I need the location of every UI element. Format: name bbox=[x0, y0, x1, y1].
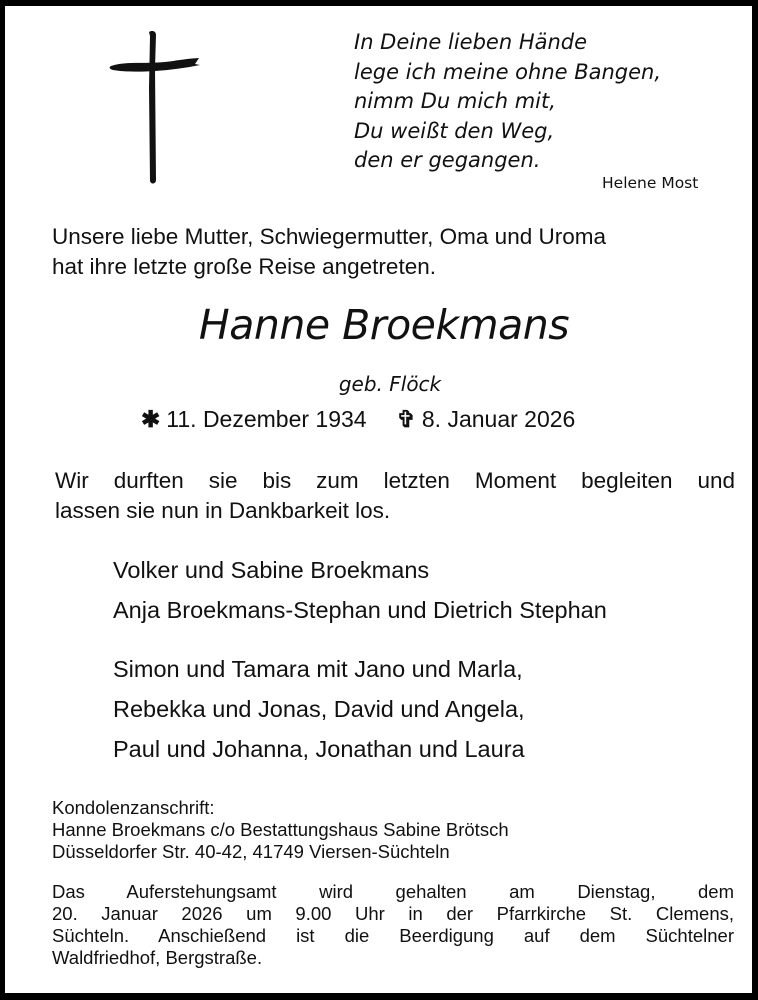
death-cross-icon: ✞ bbox=[396, 406, 416, 432]
poem-line: Du weißt den Weg, bbox=[354, 118, 555, 143]
brush-cross-icon bbox=[105, 28, 205, 188]
poem-line: lege ich meine ohne Bangen, bbox=[354, 59, 662, 84]
farewell-text bbox=[55, 466, 735, 526]
condolence-label: Kondolenzanschrift: bbox=[52, 797, 215, 818]
family-entry: Paul und Johanna, Jonathan und Laura bbox=[113, 736, 525, 762]
address-line: Hanne Broekmans c/o Bestattungshaus Sabine Brötsch bbox=[52, 819, 509, 840]
intro-line: Unsere liebe Mutter, Schwiegermutter, Oma und Uroma bbox=[52, 224, 606, 249]
poem-line: In Deine lieben Hände bbox=[354, 30, 588, 54]
deceased-name: Hanne Broekmans bbox=[198, 301, 570, 349]
family-entry: Volker und Sabine Broekmans bbox=[113, 557, 430, 583]
service-line: 20. Januar 2026 um 9.00 Uhr in der Pfarrkirche St. Clemens, bbox=[52, 903, 734, 924]
intro-text bbox=[52, 222, 606, 282]
service-info bbox=[52, 881, 734, 969]
life-dates bbox=[141, 406, 575, 433]
children-list bbox=[113, 550, 607, 630]
family-entry: Anja Broekmans-Stephan und Dietrich Stephan bbox=[113, 597, 607, 623]
service-line: Das Auferstehungsamt wird gehalten am Dienstag, dem bbox=[52, 881, 734, 902]
condolence-address bbox=[52, 797, 734, 863]
farewell-line: Wir durften sie bis zum letzten Moment begleiten und bbox=[55, 468, 735, 493]
service-line: Süchteln. Anschießend ist die Beerdigung auf dem Süchtelner bbox=[52, 925, 734, 946]
intro-line: hat ihre letzte große Reise angetreten. bbox=[52, 254, 436, 279]
birth-date: 11. Dezember 1934 bbox=[166, 406, 367, 432]
poem bbox=[354, 28, 661, 176]
family-entry: Simon und Tamara mit Jano und Marla, bbox=[113, 656, 523, 682]
birth-star-icon: ✱ bbox=[141, 406, 161, 432]
address-line: Düsseldorfer Str. 40-42, 41749 Viersen-Süchteln bbox=[52, 841, 450, 862]
grandchildren-list bbox=[113, 649, 525, 769]
death-date: 8. Januar 2026 bbox=[421, 406, 576, 432]
poem-author: Helene Most bbox=[602, 174, 699, 192]
poem-line: den er gegangen. bbox=[354, 148, 541, 172]
maiden-name: geb. Flöck bbox=[338, 372, 442, 396]
poem-line: nimm Du mich mit, bbox=[354, 89, 556, 113]
service-line: Waldfriedhof, Bergstraße. bbox=[52, 947, 263, 968]
family-entry: Rebekka und Jonas, David und Angela, bbox=[113, 696, 525, 722]
farewell-line: lassen sie nun in Dankbarkeit los. bbox=[55, 498, 391, 523]
